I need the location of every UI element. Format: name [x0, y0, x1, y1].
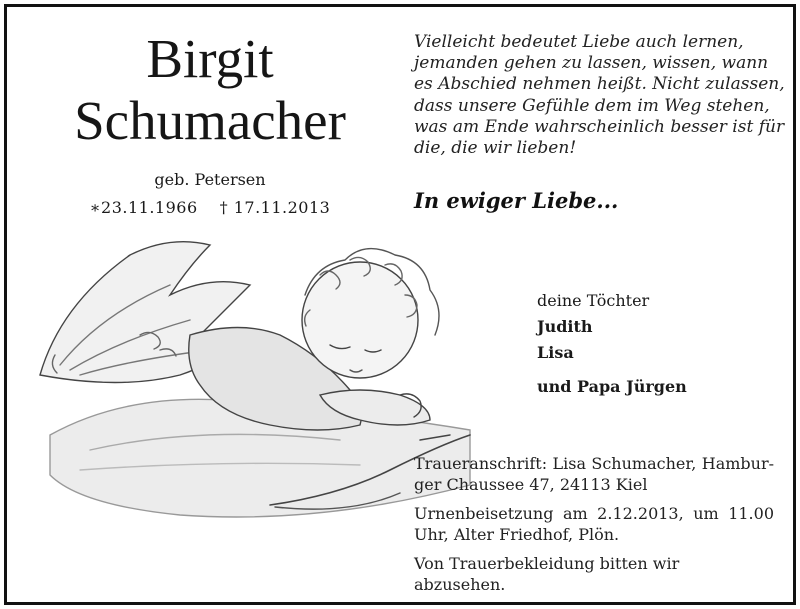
quote-line: jemanden gehen zu lassen, wissen, wann [414, 53, 769, 74]
mourners [537, 288, 687, 400]
last-name: Schumacher [74, 90, 346, 151]
quote-line: dass unsere Gefühle dem im Weg stehen, [414, 95, 770, 116]
birth-date: ∗23.11.1966 [89, 198, 198, 217]
family-intro: deine Töchter [537, 291, 650, 310]
motto: In ewiger Liebe... [414, 188, 619, 213]
burial-details [414, 503, 774, 545]
father-name: und Papa Jürgen [537, 377, 687, 396]
first-name: Birgit [146, 28, 274, 89]
deceased-name [40, 28, 380, 152]
life-dates [40, 198, 380, 217]
memorial-quote [414, 32, 784, 159]
quote-line: Vielleicht bedeutet Liebe auch lernen, [414, 32, 744, 52]
death-date: † 17.11.2013 [219, 198, 331, 217]
maiden-name: geb. Petersen [154, 170, 266, 189]
quote-line: die, die wir lieben! [414, 138, 577, 159]
daughter-name: Judith [537, 317, 593, 336]
burial-line: Urnenbeisetzung am 2.12.2013, um 11.00 [414, 504, 774, 523]
quote-line: was am Ende wahrscheinlich besser ist für [414, 116, 785, 137]
funeral-info [414, 453, 774, 595]
attire-note: Von Trauerbekleidung bitten wir abzusehen. [414, 554, 680, 594]
address-line: Traueranschrift: Lisa Schumacher, Hambur- [414, 454, 774, 473]
daughter-name: Lisa [537, 343, 574, 362]
burial-line: Uhr, Alter Friedhof, Plön. [414, 525, 620, 544]
mourning-address [414, 453, 774, 495]
address-line: ger Chaussee 47, 24113 Kiel [414, 475, 648, 494]
quote-line: es Abschied nehmen heißt. Nicht zulassen, [414, 74, 785, 95]
